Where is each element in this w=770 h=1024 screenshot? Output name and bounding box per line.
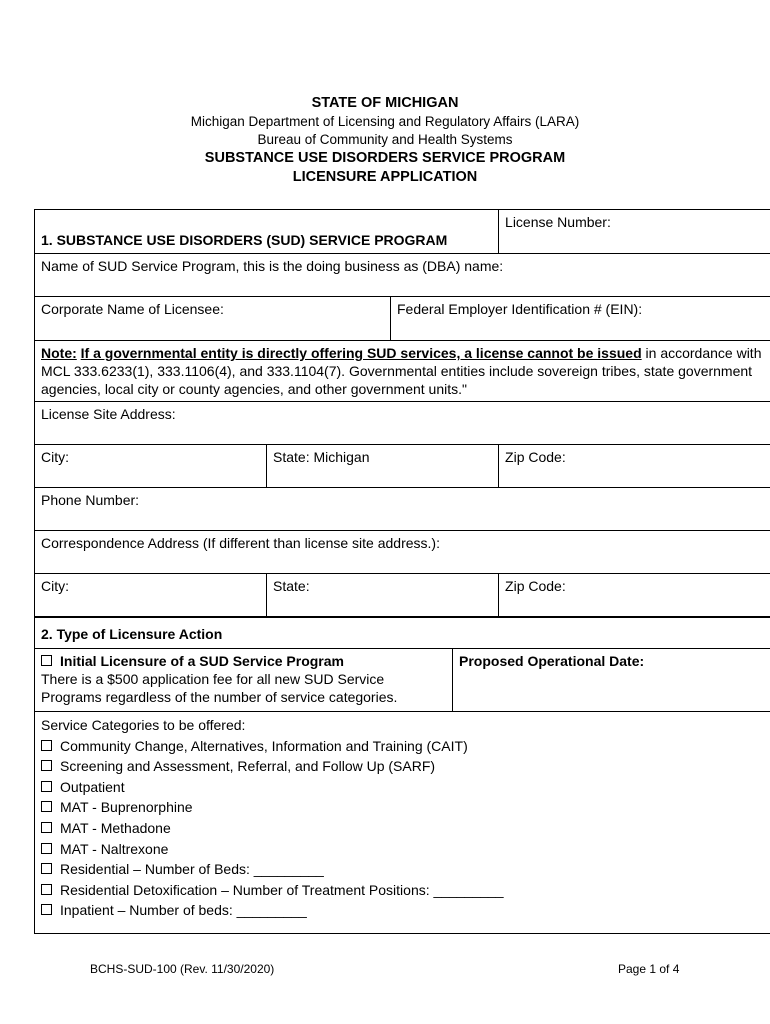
initial-licensure-title: Initial Licensure of a SUD Service Program <box>60 653 344 669</box>
checkbox[interactable] <box>41 781 52 792</box>
city-field[interactable]: City: <box>35 445 267 488</box>
category-residential-detox[interactable]: Residential Detoxification – Number of Treatment Positions: _________ <box>41 880 769 901</box>
program-title: SUBSTANCE USE DISORDERS SERVICE PROGRAM <box>204 150 566 166</box>
category-sarf[interactable]: Screening and Assessment, Referral, and Follow Up (SARF) <box>41 756 769 777</box>
department-name: Michigan Department of Licensing and Regulatory Affairs (LARA) <box>190 114 580 129</box>
program-name-field[interactable]: Name of SUD Service Program, this is the doing business as (DBA) name: <box>35 254 770 297</box>
note-text: in accordance with MCL 333.6233(1), 333.1106(4), and 333.1104(7). Governmental entities include sovereign tribes, state government agencies, local city or county agencies, and other government units." <box>41 345 762 397</box>
correspondence-address-field[interactable]: Correspondence Address (If different than license site address.): <box>35 531 770 574</box>
governmental-note <box>35 341 770 402</box>
application-title: LICENSURE APPLICATION <box>292 169 478 185</box>
page-number: Page 1 of 4 <box>618 962 680 976</box>
category-mat-naltrexone[interactable]: MAT - Naltrexone <box>41 839 769 860</box>
checkbox[interactable] <box>41 822 52 833</box>
ein-field[interactable]: Federal Employer Identification # (EIN): <box>391 297 770 341</box>
checkbox[interactable] <box>41 904 52 915</box>
proposed-date-field[interactable]: Proposed Operational Date: <box>453 649 770 712</box>
corporate-name-field[interactable]: Corporate Name of Licensee: <box>35 297 391 341</box>
state-title: STATE OF MICHIGAN <box>311 95 459 111</box>
checkbox[interactable] <box>41 760 52 771</box>
initial-licensure-fee: There is a $500 application fee for all new SUD Service Programs regardless of the number of service categories. <box>41 671 398 705</box>
state-field: State: Michigan <box>267 445 499 488</box>
license-number-field[interactable]: License Number: <box>499 210 770 254</box>
document-header <box>0 94 770 187</box>
category-mat-methadone[interactable]: MAT - Methadone <box>41 818 769 839</box>
section1-table <box>34 209 770 617</box>
note-emphasis: If a governmental entity is directly offering SUD services, a license cannot be issued <box>80 345 642 361</box>
category-residential[interactable]: Residential – Number of Beds: _________ <box>41 859 769 880</box>
site-address-field[interactable]: License Site Address: <box>35 402 770 445</box>
checkbox[interactable] <box>41 740 52 751</box>
categories-label: Service Categories to be offered: <box>41 717 246 733</box>
section2-title: 2. Type of Licensure Action <box>35 618 770 649</box>
corr-city-field[interactable]: City: <box>35 574 267 617</box>
checkbox[interactable] <box>41 884 52 895</box>
category-inpatient[interactable]: Inpatient – Number of beds: _________ <box>41 900 769 921</box>
corr-state-field[interactable]: State: <box>267 574 499 617</box>
checkbox[interactable] <box>41 863 52 874</box>
phone-field[interactable]: Phone Number: <box>35 488 770 531</box>
corr-zip-field[interactable]: Zip Code: <box>499 574 770 617</box>
checkbox[interactable] <box>41 843 52 854</box>
form-id: BCHS-SUD-100 (Rev. 11/30/2020) <box>90 962 275 976</box>
section2-table <box>34 617 770 934</box>
category-outpatient[interactable]: Outpatient <box>41 777 769 798</box>
note-prefix: Note: <box>41 345 77 361</box>
initial-licensure-checkbox[interactable] <box>41 655 52 666</box>
initial-licensure-option[interactable] <box>35 649 453 712</box>
section1-title: 1. SUBSTANCE USE DISORDERS (SUD) SERVICE PROGRAM <box>35 210 499 254</box>
service-categories <box>35 712 770 934</box>
zip-field[interactable]: Zip Code: <box>499 445 770 488</box>
category-cait[interactable]: Community Change, Alternatives, Information and Training (CAIT) <box>41 736 769 757</box>
category-mat-buprenorphine[interactable]: MAT - Buprenorphine <box>41 797 769 818</box>
checkbox[interactable] <box>41 801 52 812</box>
bureau-name: Bureau of Community and Health Systems <box>257 132 513 147</box>
